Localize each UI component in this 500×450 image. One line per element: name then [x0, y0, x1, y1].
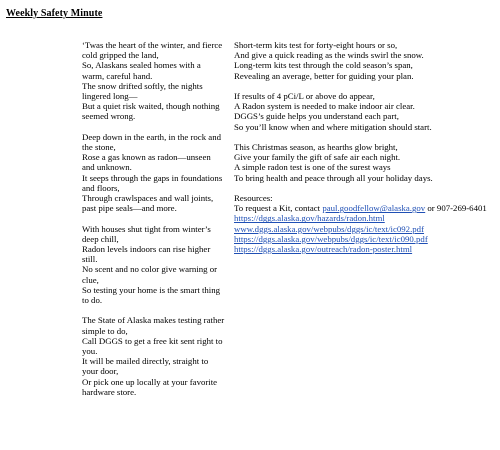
poem-line: Through crawlspaces and wall joints, past pipe seals—and more.: [82, 193, 214, 214]
stanza: [82, 40, 225, 122]
poem-line: To bring health and peace through all your holiday days.: [234, 172, 433, 183]
ic092-pdf-link[interactable]: www.dggs.alaska.gov/webpubs/dggs/ic/text/ic092.pdf: [234, 223, 425, 234]
contact-phone: or 907-269-6401: [425, 203, 487, 214]
stanza: [234, 40, 496, 81]
ic090-pdf-link[interactable]: https://dggs.alaska.gov/webpubs/dggs/ic/text/ic090.pdf: [234, 233, 428, 244]
resources-section: [234, 193, 496, 254]
poem-line: Or pick one up locally at your favorite hardware store.: [82, 376, 218, 397]
poem-line: Give your family the gift of safe air each night.: [234, 152, 401, 163]
poem-line: ‘Twas the heart of the winter, and fierce cold gripped the land,: [82, 40, 223, 61]
poem-line: This Christmas season, as hearths glow bright,: [234, 142, 398, 152]
poem-line: A Radon system is needed to make indoor air clear.: [234, 101, 415, 112]
radon-hazards-link[interactable]: https://dggs.alaska.gov/hazards/radon.html: [234, 213, 385, 224]
poem-left-column: [82, 40, 225, 407]
poem-line: With houses shut tight from winter’s deep chill,: [82, 223, 211, 244]
poem-line: So you’ll know when and where mitigation should start.: [234, 121, 432, 132]
document-title: Weekly Safety Minute: [6, 8, 103, 19]
poem-line: Rose a gas known as radon—unseen and unknown.: [82, 152, 211, 173]
stanza: [234, 91, 496, 132]
poem-line: It will be mailed directly, straight to your door,: [82, 356, 209, 377]
poem-line: If results of 4 pCi/L or above do appear,: [234, 91, 375, 101]
poem-line: Short-term kits test for forty-eight hours or so,: [234, 40, 398, 50]
contact-email-link[interactable]: paul.goodfellow@alaska.gov: [322, 203, 426, 214]
kit-request-line: [234, 203, 496, 213]
poem-line: The State of Alaska makes testing rather simple to do,: [82, 315, 225, 336]
poem-line: So, Alaskans sealed homes with a warm, careful hand.: [82, 60, 201, 81]
resources-heading: Resources:: [234, 193, 273, 203]
poem-line: But a quiet risk waited, though nothing seemed wrong.: [82, 101, 220, 122]
poem-line: No scent and no color give warning or clue,: [82, 264, 218, 285]
stanza: [82, 132, 225, 214]
stanza: [82, 224, 225, 306]
stanza: [82, 315, 225, 397]
poem-line: Deep down in the earth, in the rock and the stone,: [82, 131, 221, 153]
poem-line: Revealing an average, better for guiding your plan.: [234, 70, 414, 81]
poem-right-column: [234, 40, 496, 254]
contact-prefix: To request a Kit, contact: [234, 203, 323, 214]
poem-line: And give a quick reading as the winds swirl the snow.: [234, 50, 424, 61]
poem-line: It seeps through the gaps in foundations and floors,: [82, 172, 223, 193]
poem-line: Long-term kits test through the cold season’s span,: [234, 60, 413, 71]
radon-poster-link[interactable]: https://dggs.alaska.gov/outreach/radon-poster.html: [234, 244, 413, 255]
poem-line: DGGS’s guide helps you understand each part,: [234, 111, 399, 122]
stanza: [234, 142, 496, 183]
poem-line: So testing your home is the smart thing to do.: [82, 284, 221, 306]
poem-line: Radon levels indoors can rise higher still.: [82, 244, 211, 265]
poem-line: The snow drifted softly, the nights lingered long—: [82, 80, 203, 102]
poem-line: Call DGGS to get a free kit sent right to you.: [82, 335, 223, 357]
poem-line: A simple radon test is one of the surest ways: [234, 162, 391, 173]
